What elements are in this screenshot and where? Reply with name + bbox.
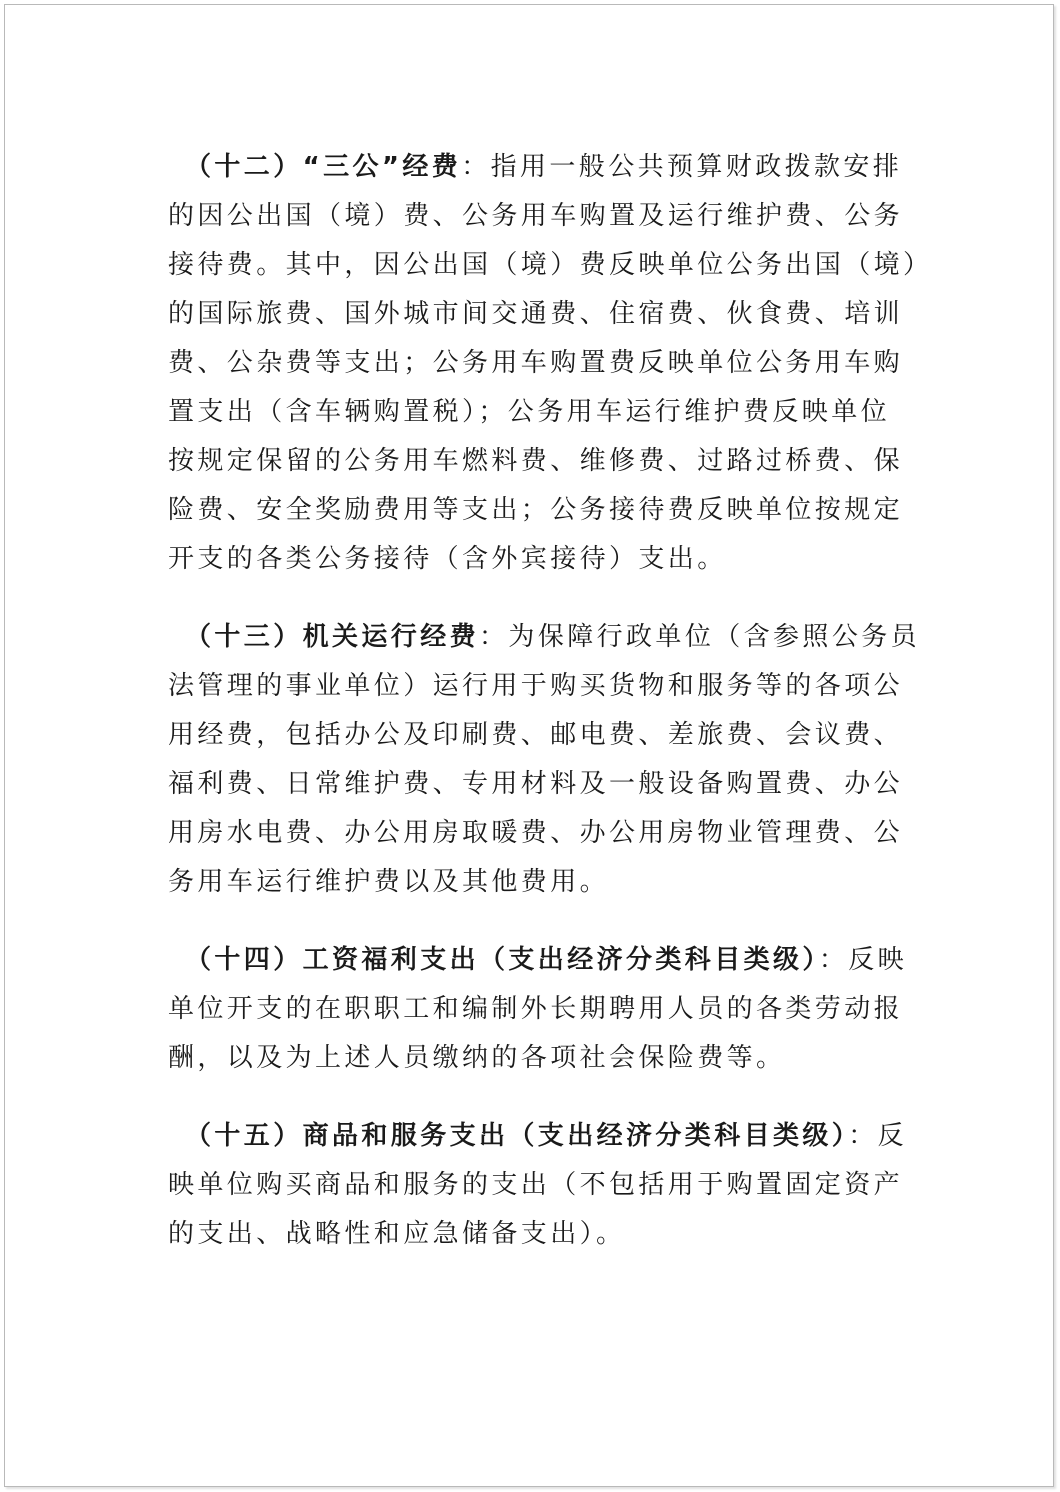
- section-heading: （十五）商品和服务支出（支出经济分类科目类级）: [185, 1121, 849, 1151]
- section-san-gong: [168, 143, 933, 584]
- page-content: [168, 143, 933, 1288]
- paragraph-line: 开支的各类公务接待（含外宾接待）支出。: [168, 544, 727, 574]
- section-heading: （十二）“三公”经费: [185, 152, 462, 182]
- paragraph-line: 酬，以及为上述人员缴纳的各项社会保险费等。: [168, 1043, 786, 1073]
- paragraph-line: [168, 1112, 908, 1161]
- paragraph-line: 用经费，包括办公及印刷费、邮电费、差旅费、会议费、: [168, 720, 904, 750]
- paragraph-line: 费、公杂费等支出；公务用车购置费反映单位公务用车购: [168, 348, 904, 378]
- section-heading: （十四）工资福利支出（支出经济分类科目类级）: [185, 945, 819, 975]
- paragraph-line: 的国际旅费、国外城市间交通费、住宿费、伙食费、培训: [168, 299, 904, 329]
- paragraph-line: 的因公出国（境）费、公务用车购置及运行维护费、公务: [168, 201, 904, 231]
- paragraph-line: 务用车运行维护费以及其他费用。: [168, 867, 610, 897]
- document-page: [4, 4, 1054, 1487]
- paragraph-line: 单位开支的在职职工和编制外长期聘用人员的各类劳动报: [168, 994, 904, 1024]
- paragraph-line: 映单位购买商品和服务的支出（不包括用于购置固定资产: [168, 1170, 904, 1200]
- paragraph-line: 法管理的事业单位）运行用于购买货物和服务等的各项公: [168, 671, 904, 701]
- paragraph-line: 接待费。其中，因公出国（境）费反映单位公务出国（境）: [168, 250, 933, 280]
- section-goods-services: [168, 1112, 908, 1259]
- paragraph-line: [168, 936, 908, 985]
- paragraph-line: 按规定保留的公务用车燃料费、维修费、过路过桥费、保: [168, 446, 904, 476]
- section-wages-welfare: [168, 936, 908, 1083]
- paragraph-text: ：反映: [818, 945, 908, 975]
- paragraph-line: 用房水电费、办公用房取暖费、办公用房物业管理费、公: [168, 818, 904, 848]
- paragraph-text: ：为保障行政单位（含参照公务员: [479, 622, 921, 652]
- paragraph-line: 的支出、战略性和应急储备支出）。: [168, 1219, 626, 1249]
- paragraph-line: 置支出（含车辆购置税）；公务用车运行维护费反映单位: [168, 397, 891, 427]
- section-heading: （十三）机关运行经费: [185, 622, 480, 652]
- paragraph-text: ：反: [848, 1121, 908, 1151]
- section-agency-operating-funds: [168, 613, 921, 907]
- paragraph-line: 福利费、日常维护费、专用材料及一般设备购置费、办公: [168, 769, 904, 799]
- paragraph-line: [168, 143, 903, 192]
- paragraph-line: 险费、安全奖励费用等支出；公务接待费反映单位按规定: [168, 495, 904, 525]
- paragraph-text: ：指用一般公共预算财政拨款安排: [461, 152, 903, 182]
- paragraph-line: [168, 613, 921, 662]
